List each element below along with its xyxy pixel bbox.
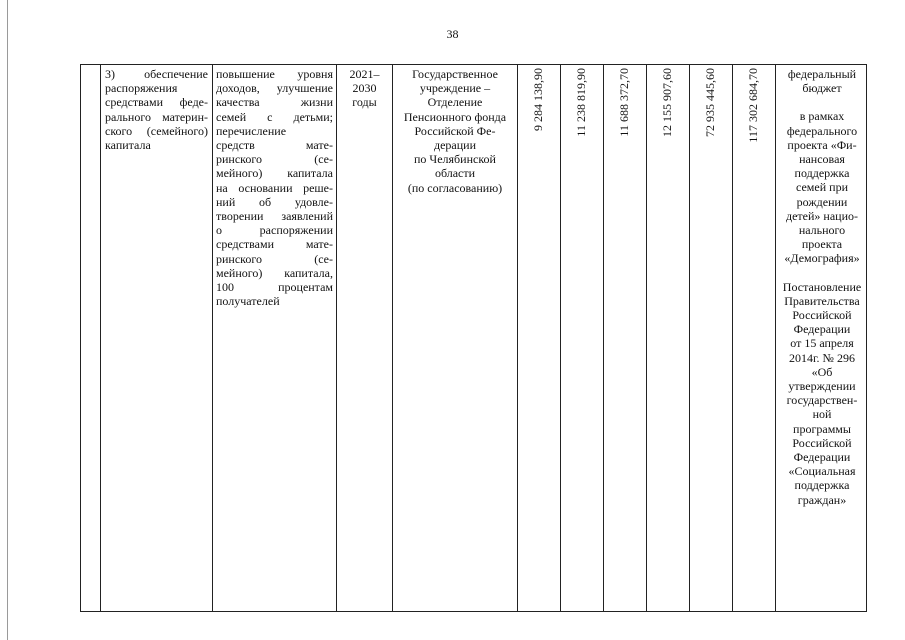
source-line: от 15 апреля [790, 336, 854, 351]
result-line: мейного) капитала [216, 166, 333, 181]
table-divider [689, 65, 690, 611]
source-line: «Демография» [784, 251, 860, 266]
source-line: «Об [811, 364, 833, 379]
source-line: нального [798, 223, 846, 238]
source-line: Правительства [784, 293, 860, 308]
result-line: качества жизни [216, 95, 333, 110]
result-line: ринского (се- [216, 251, 333, 266]
result-line: средствами мате- [216, 237, 333, 252]
executor-line: (по согласованию) [407, 180, 503, 195]
executor-cell [393, 67, 517, 195]
result-line: ринского (се- [216, 152, 333, 167]
period-line: 2021– [349, 67, 380, 81]
table-divider [603, 65, 604, 611]
period-cell [337, 67, 392, 110]
amount-total: 117 302 684,70 [746, 68, 760, 143]
source-line: 2014г. № 296 [788, 350, 856, 365]
program-table [80, 64, 867, 612]
source-line: Федерации [793, 322, 851, 337]
expected-result-cell [216, 67, 333, 308]
task-name-line: распоряжения [105, 81, 178, 96]
result-line: 100 процентам [216, 280, 333, 295]
executor-line: учреждение – [419, 81, 491, 96]
executor-line: Отделение [427, 95, 483, 110]
source-line: граждан» [797, 492, 847, 507]
source-line: проекта «Фи- [787, 137, 857, 152]
amount-2021: 9 284 138,90 [531, 68, 545, 131]
source-line: проекта [801, 237, 843, 252]
result-line: на основании реше- [216, 180, 333, 195]
executor-line: по Челябинской [414, 152, 496, 167]
executor-line: Российской Фе- [414, 123, 496, 138]
amount-2022: 11 238 819,90 [574, 68, 588, 137]
source-line: рождении [796, 194, 848, 209]
result-line: средств мате- [216, 138, 333, 153]
amount-2025-2030: 72 935 445,60 [703, 68, 717, 137]
task-name-line: капитала [105, 138, 151, 153]
table-divider [560, 65, 561, 611]
page-left-edge [7, 0, 8, 640]
task-name-line: рального материн- [105, 109, 208, 124]
funding-source-cell [777, 67, 867, 507]
result-line: получателей [216, 294, 280, 309]
result-line: о распоряжении [216, 223, 333, 238]
source-line: федеральный [787, 67, 857, 81]
table-divider [732, 65, 733, 611]
source-line: ной [812, 407, 832, 422]
source-line: программы [793, 421, 851, 436]
source-line: в рамках [799, 109, 845, 124]
executor-line: Государственное [412, 67, 498, 81]
task-name-line: ского (семейного) [105, 123, 208, 138]
table-divider [212, 65, 213, 611]
source-line: Постановление [782, 279, 862, 294]
executor-line: Пенсионного фонда [403, 109, 507, 124]
executor-line: дерации [433, 138, 477, 153]
result-line: семей с детьми; [216, 109, 333, 124]
source-line: утверждении [788, 379, 856, 394]
result-line: мейного) капитала, [216, 265, 333, 280]
result-line: творении заявлений [216, 209, 333, 224]
result-line: перечисление [216, 123, 287, 138]
source-line: бюджет [802, 81, 842, 96]
table-divider [100, 65, 101, 611]
task-name-line: средствами феде- [105, 95, 208, 110]
executor-line: области [434, 166, 476, 181]
result-line: доходов, улучшение [216, 81, 333, 96]
source-line: Российской [792, 435, 852, 450]
table-divider [336, 65, 337, 611]
table-divider [517, 65, 518, 611]
source-line: детей» нацио- [785, 208, 858, 223]
source-line: Российской [792, 308, 852, 323]
table-divider [775, 65, 776, 611]
period-line: 2030 [352, 81, 377, 96]
table-divider [646, 65, 647, 611]
source-line: государствен- [786, 393, 858, 408]
amount-2023: 11 688 372,70 [617, 68, 631, 137]
result-line: ний об удовле- [216, 194, 333, 209]
source-line: Федерации [793, 450, 851, 465]
source-line: семей при [796, 180, 848, 195]
source-line: «Социальная [788, 464, 856, 479]
source-line: нансовая [799, 152, 845, 167]
source-line: поддержка [794, 478, 850, 493]
period-line: годы [352, 95, 377, 110]
task-name-line: 3) обеспечение [105, 67, 208, 81]
amount-2024: 12 155 907,60 [660, 68, 674, 137]
task-name-cell [105, 67, 208, 152]
source-line: поддержка [794, 166, 850, 181]
page-number: 38 [446, 27, 459, 41]
result-line: повышение уровня [216, 67, 333, 81]
source-line: федерального [786, 123, 858, 138]
